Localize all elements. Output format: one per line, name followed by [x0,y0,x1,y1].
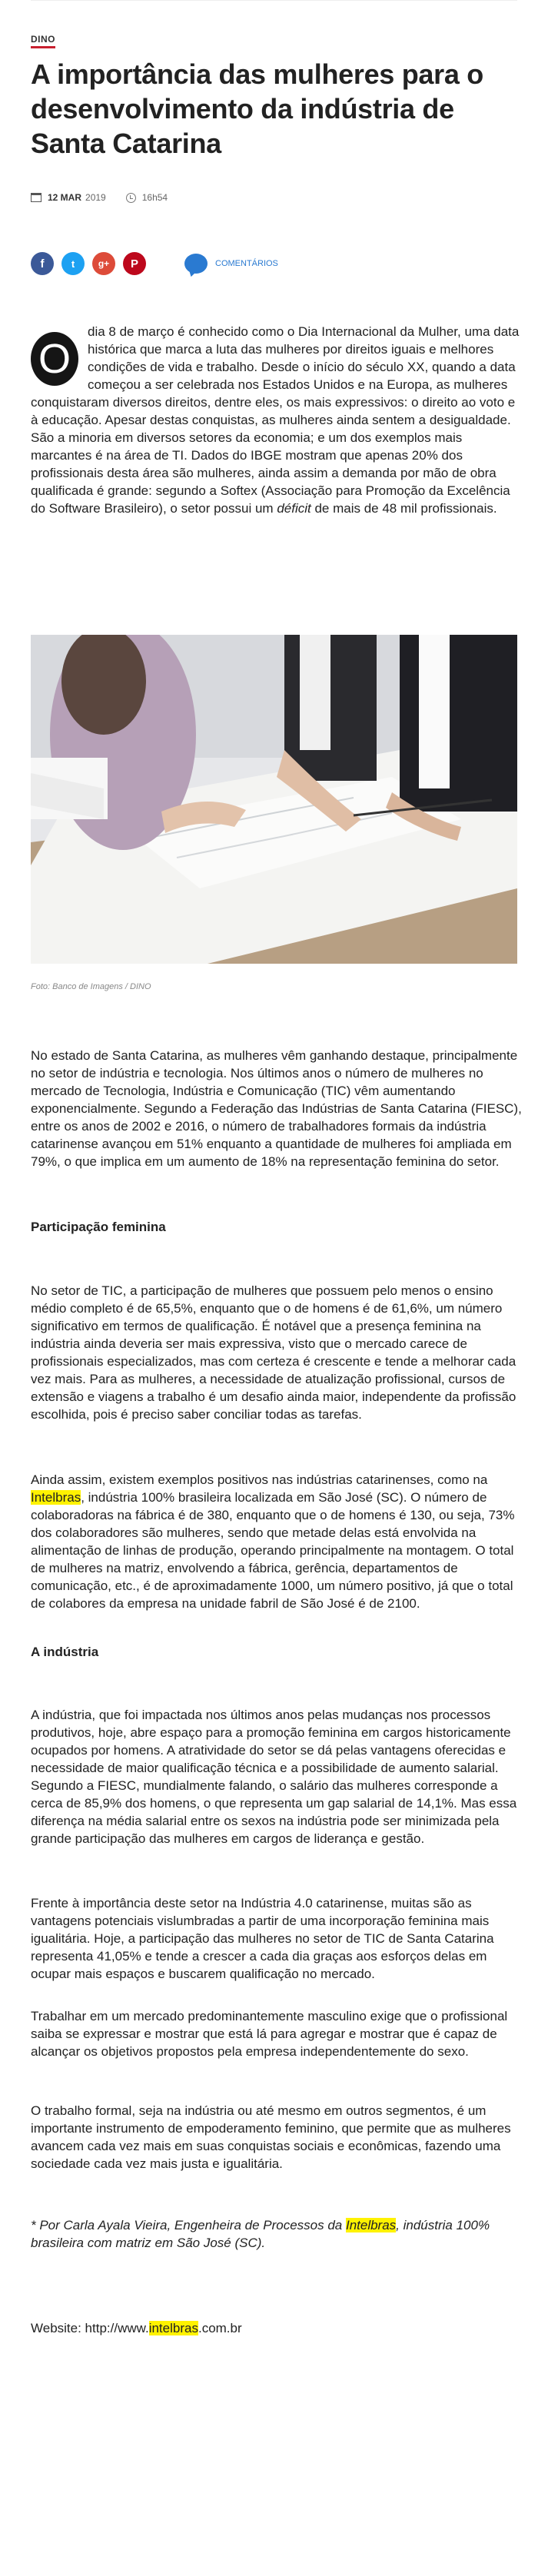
paragraph-8: O trabalho formal, seja na indústria ou até mesmo em outros segmentos, é um importante instrumento de empoderamento feminino, que permite que as mulheres avancem cada vez mais em suas conquistas sociais e econômicas, fazendo uma sociedade cada vez mais justa e igualitária. [31,2103,511,2171]
twitter-icon[interactable]: t [61,252,85,275]
photo-illustration [31,635,517,964]
comments-link[interactable] [184,254,278,274]
intro-text: dia 8 de março é conhecido como o Dia Internacional da Mulher, uma data histórica que marca a luta das mulheres por direitos iguais e melhores condições de vida e trabalho. Desde o início do século XX, quando a data começou a ser celebrada nos Estados Unidos e na Europa, as mulheres conquistaram diversos direitos, dentre eles, os mais expressivos: o direito ao voto e à educação. Apesar destas conquistas, as mulheres ainda sentem a desigualdade. São a minoria em diversos setores da economia; e um dos exemplos mais marcantes é na área de TI. Dados do IBGE mostram que apenas 20% dos profissionais desta área são mulheres, ainda assim a demanda por mão de obra qualificada é grande: segundo a Softex (Associação para Promoção da Excelência do Software Brasileiro), o setor possui um [31,324,520,516]
publish-year: 2019 [85,192,106,203]
website-tail: .com.br [198,2321,242,2335]
author-brand-highlight: Intelbras [345,2218,397,2232]
paragraph-6: Frente à importância deste setor na Indústria 4.0 catarinense, muitas são as vantagens potenciais vislumbradas a partir de uma incorporação feminina mais igualitária. Hoje, a participação das mulheres no setor de TIC de Santa Catarina representa 41,05% e tende a crescer a cada dia graças aos esforços delas em ocupar mais espaços e buscarem qualificação no mercado. [31,1896,494,1981]
clock-icon [126,193,136,203]
p4-rest: , indústria 100% brasileira localizada em São José (SC). O número de colaboradoras na fábrica é de 380, enquanto que o de homens é 130, ou seja, 73% dos colaboradores são mulheres, sendo que metade delas está envolvida na alimentação de linhas de produção, operando principalmente na montagem. O total de mulheres na matriz, envolvendo a fábrica, gerência, departamentos de comunicação, etc., é de aproximadamente 1000, um número positivo, já que o total de colabores da empresa na unidade fabril de São José é de 2100. [31,1490,515,1611]
paragraph-5: A indústria, que foi impactada nos últimos anos pelas mudanças nos processos produtivos, hoje, abre espaço para a promoção feminina em cargos historicamente ocupados por homens. A atratividade do setor se dá pelas vantagens oferecidas e necessidade de maior qualificação técnica e a possibilidade de aumento salarial. Segundo a FIESC, mundialmente falando, o salário das mulheres corresponde a cerca de 85,9% dos homens, o que representa um gap salarial de 14,1%. Mas essa diferença na média salarial entre os sexos na indústria pode ser minimizada pela grande participação das mulheres em cargos de liderança e gestão. [31,1708,517,1846]
facebook-icon[interactable]: f [31,252,54,275]
top-divider [31,0,517,5]
intro-end: de mais de 48 mil profissionais. [311,501,497,516]
pinterest-icon[interactable]: P [123,252,146,275]
paragraph-4 [31,1471,523,1612]
section-heading-participacao: Participação feminina [31,1220,166,1234]
google-plus-icon[interactable]: g+ [92,252,115,275]
website-label: Website: http://www. [31,2321,149,2335]
brand-highlight: Intelbras [31,1490,81,1505]
author-rest: , indústria 100% brasileira com matriz em São José (SC). [31,2218,490,2250]
share-bar [31,252,278,275]
intro-italic: déficit [277,501,311,516]
article-title: A importância das mulheres para o desenvolvimento da indústria de Santa Catarina [31,58,483,159]
section-heading-industria: A indústria [31,1645,99,1659]
publish-date: 12 MAR [48,192,82,203]
category-label[interactable]: DINO [31,34,55,45]
website-line[interactable] [31,2319,523,2337]
author-note [31,2216,523,2252]
comment-bubble-icon [184,254,208,274]
website-brand-highlight[interactable]: intelbras [148,2321,198,2335]
photo-caption: Foto: Banco de Imagens / DINO [31,982,151,991]
comments-label[interactable]: COMENTÁRIOS [215,259,278,268]
paragraph-2: No estado de Santa Catarina, as mulheres vêm ganhando destaque, principalmente no setor de indústria e tecnologia. Nos últimos anos o número de mulheres no mercado de Tecnologia, Indústria e Comunicação (TIC) vêm aumentando exponencialmente. Segundo a Federação das Indústrias de Santa Catarina (FIESC), entre os anos de 2002 e 2016, o número de trabalhadores formais da indústria catarinense avançou em 51% enquanto a quantidade de mulheres foi ampliada em 79%, o que implica em um aumento de 18% na representação feminina do setor. [31,1048,522,1169]
calendar-icon [31,193,42,202]
p4-start: Ainda assim, existem exemplos positivos nas indústrias catarinenses, como na [31,1472,488,1487]
drop-cap: O [31,332,78,386]
paragraph-3: No setor de TIC, a participação de mulheres que possuem pelo menos o ensino médio completo é de 65,5%, enquanto que o de homens é de 61,6%, um número significativo em termos de qualificação. É notável que a presença feminina na indústria ainda deveria ser mais expressiva, visto que o mercado carece de profissionais especializados, mas com certeza é crescente e tende a melhorar cada vez mais. Para as mulheres, a necessidade de atualização profissional, cursos de extensão e viagens a trabalho é um desafio ainda maior, independente da profissão escolhida, pois é preciso saber conciliar todas as tarefas. [31,1283,516,1422]
article-photo [31,635,517,964]
category-accent-bar [31,46,55,48]
article-meta [31,192,168,203]
paragraph-7: Trabalhar em um mercado predominantemente masculino exige que o profissional saiba se expressar e mostrar que está lá para agregar e mostrar que é capaz de alcançar os objetivos propostos pela empresa independentemente do sexo. [31,2009,508,2059]
publish-time: 16h54 [141,192,168,203]
paragraph-intro [31,323,523,517]
author-start: * Por Carla Ayala Vieira, Engenheira de Processos da [31,2218,346,2232]
